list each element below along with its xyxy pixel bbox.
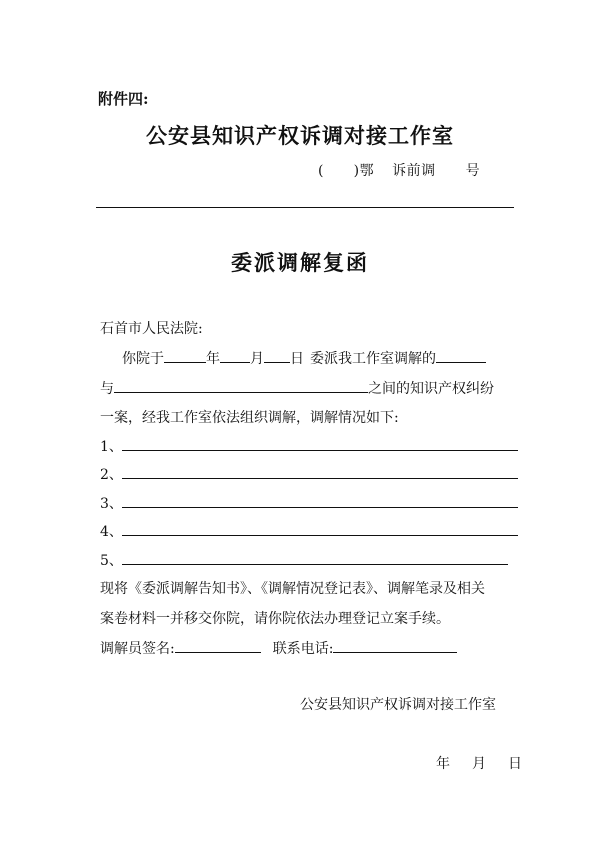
line1-prefix: 你院于 [122,351,164,367]
body-line-1 [122,347,486,368]
phone-label: 联系电话: [272,641,334,657]
header-rule [96,207,514,208]
list-item [100,549,508,570]
item-number: 4、 [100,524,123,540]
closing-line-2: 案卷材料一并移交你院，请你院依法办理登记立案手续。 [100,611,450,627]
item-number: 1、 [100,439,123,455]
line1-day: 日 [290,351,304,367]
item-blank [122,492,518,508]
year-blank [164,347,206,363]
line1-suffix: 委派我工作室调解的 [310,351,436,367]
item-number: 5、 [100,553,123,569]
date-year: 年 [436,756,450,772]
date-day: 日 [508,756,522,772]
signature-line [100,637,457,658]
doc-title: 委派调解复函 [231,250,369,275]
closing-line-1: 现将《委派调解告知书》、《调解情况登记表》、调解笔录及相关 [100,581,485,597]
party-a-blank [436,347,486,363]
case-number-suffix: 号 [465,163,481,179]
line2-prefix: 与 [100,381,114,397]
addressee: 石首市人民法院: [100,321,203,337]
item-blank [122,463,518,479]
item-blank [122,549,508,565]
line2-suffix: 之间的知识产权纠纷 [368,381,494,397]
org-title: 公安县知识产权诉调对接工作室 [146,123,454,148]
attachment-label: 附件四: [98,90,149,108]
case-number-region: 鄂 [359,163,375,179]
party-b-blank [114,377,368,393]
signature-date [436,753,522,773]
item-blank [122,520,518,536]
mediator-signature-blank [175,637,261,653]
body-line-3: 一案，经我工作室依法组织调解，调解情况如下: [100,410,399,426]
body-line-2 [100,377,494,398]
month-blank [220,347,250,363]
line1-month: 月 [250,351,264,367]
list-item [100,520,518,541]
mediator-label: 调解员签名: [100,641,175,657]
case-number-type: 诉前调 [392,163,436,179]
day-blank [264,347,290,363]
item-number: 3、 [100,496,123,512]
date-month: 月 [472,756,486,772]
list-item [100,492,518,513]
item-blank [122,435,518,451]
line1-year: 年 [206,351,220,367]
case-number-paren: ( ) [318,163,360,179]
phone-blank [333,637,457,653]
item-number: 2、 [100,467,123,483]
list-item [100,435,518,456]
org-signature: 公安县知识产权诉调对接工作室 [300,697,496,713]
case-number [318,160,480,180]
list-item [100,463,518,484]
